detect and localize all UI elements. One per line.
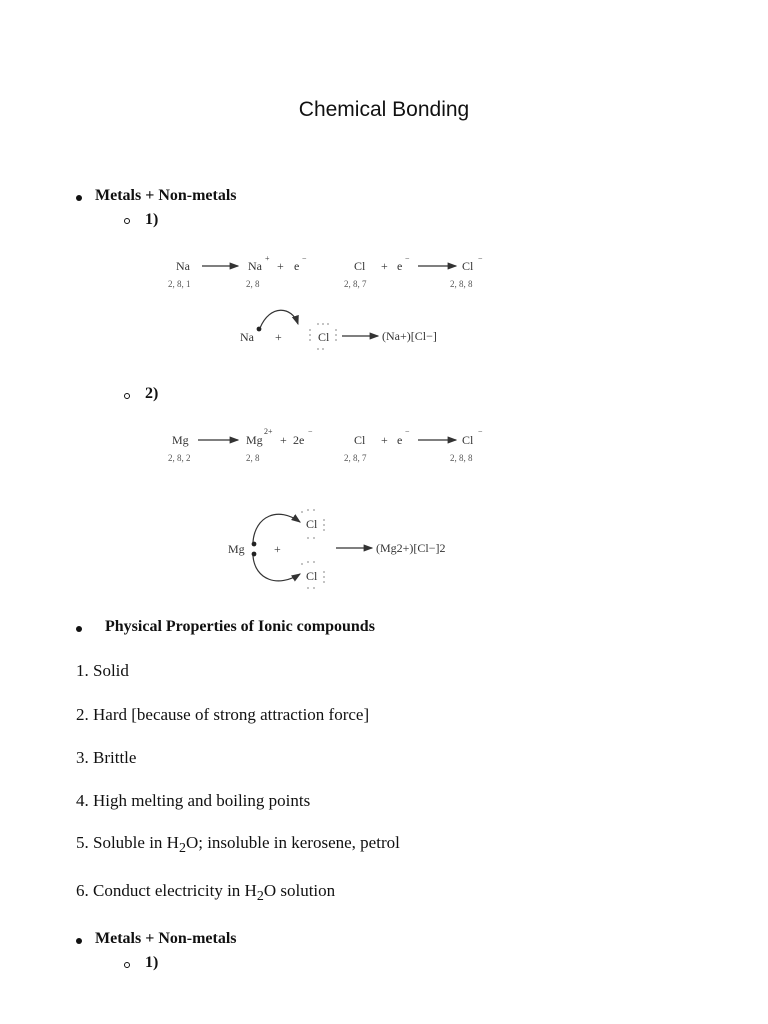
electron-charge: −	[308, 427, 313, 436]
bullet-marker	[76, 938, 82, 944]
mg-config: 2, 8, 2	[168, 453, 191, 463]
sub-item-label-2: 2)	[145, 385, 159, 402]
mg-ion-symbol: Mg	[246, 433, 263, 447]
cl-symbol: Cl	[354, 259, 366, 273]
property-item: 5. Soluble in $H_2O$; insoluble in kerosene, petrol	[76, 833, 400, 856]
electron-charge: −	[405, 427, 410, 436]
mg-ion-charge: 2+	[264, 427, 273, 436]
plus-sign: +	[381, 433, 388, 447]
na-ion-charge: +	[265, 254, 270, 263]
cl-config: 2, 8, 7	[344, 453, 367, 463]
property-item: 4. High melting and boiling points	[76, 791, 311, 810]
property-item: 3. Brittle	[76, 748, 137, 767]
ionic-bonding-nacl-diagram	[160, 248, 500, 358]
transfer-arrow	[253, 514, 300, 542]
na-ion-config: 2, 8	[246, 279, 260, 289]
na-config: 2, 8, 1	[168, 279, 191, 289]
section-heading-physical-properties: Physical Properties of Ionic compounds	[105, 618, 375, 635]
plus-sign: +	[381, 259, 388, 273]
property-item: 1. Solid	[76, 661, 129, 680]
plus-sign: +	[277, 259, 284, 273]
section-heading-metals-nonmetals: Metals + Non-metals	[95, 930, 237, 947]
cl-symbol: Cl	[354, 433, 366, 447]
na-symbol: Na	[176, 259, 190, 273]
cl-ion-charge: −	[478, 427, 483, 436]
property-item: 6. Conduct electricity in $H_2O$ solution	[76, 881, 336, 904]
product-nacl: (Na+)[Cl−]	[382, 329, 437, 343]
plus-sign: +	[274, 542, 281, 556]
electron-symbol: e	[397, 259, 403, 273]
mg-atom: Mg	[228, 542, 245, 556]
property-item: 2. Hard [because of strong attraction force]	[76, 705, 370, 724]
plus-sign: +	[275, 330, 282, 344]
mg-ion-config: 2, 8	[246, 453, 260, 463]
cl-ion-symbol: Cl	[462, 259, 474, 273]
cl-ion-config: 2, 8, 8	[450, 453, 473, 463]
ionic-bonding-mgcl2-diagram	[160, 420, 500, 592]
electron-dot	[252, 552, 257, 557]
sub-bullet-marker	[124, 393, 130, 399]
bullet-marker	[76, 195, 82, 201]
cl-ion-charge: −	[478, 254, 483, 263]
cl-atom-bottom: Cl	[306, 569, 318, 583]
electron-symbol: 2e	[293, 433, 305, 447]
transfer-arrow	[260, 310, 298, 328]
page-title: Chemical Bonding	[298, 98, 470, 121]
cl-atom-top: Cl	[306, 517, 318, 531]
cl-ion-symbol: Cl	[462, 433, 474, 447]
sub-item-label-1: 1)	[145, 954, 159, 971]
sub-bullet-marker	[124, 962, 130, 968]
mg-symbol: Mg	[172, 433, 189, 447]
cl-config: 2, 8, 7	[344, 279, 367, 289]
section-heading-metals-nonmetals: Metals + Non-metals	[95, 187, 237, 204]
na-atom: Na	[240, 330, 254, 344]
transfer-arrow	[253, 556, 300, 581]
product-mgcl2: (Mg2+)[Cl−]2	[376, 541, 446, 555]
plus-sign: +	[280, 433, 287, 447]
electron-charge: −	[302, 254, 307, 263]
cl-ion-config: 2, 8, 8	[450, 279, 473, 289]
sub-bullet-marker	[124, 218, 130, 224]
electron-symbol: e	[294, 259, 300, 273]
electron-charge: −	[405, 254, 410, 263]
bullet-marker	[76, 626, 82, 632]
electron-dot	[252, 542, 257, 547]
cl-atom: Cl	[318, 330, 330, 344]
na-ion-symbol: Na	[248, 259, 262, 273]
electron-symbol: e	[397, 433, 403, 447]
sub-item-label-1: 1)	[145, 211, 159, 228]
